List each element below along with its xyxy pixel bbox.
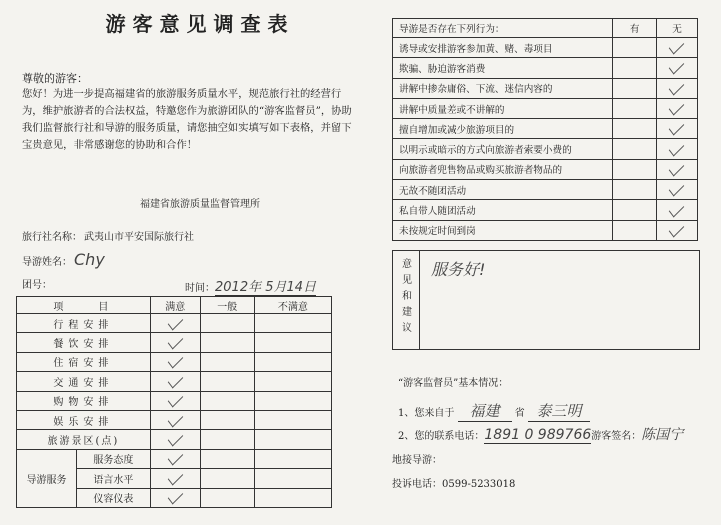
- rating-item-label: 娱乐安排: [17, 410, 151, 429]
- date-label: 时间：: [185, 283, 215, 294]
- table-row: [393, 139, 698, 159]
- satisfied-checkbox[interactable]: [150, 488, 200, 507]
- checkmark-icon: [168, 410, 183, 427]
- yes-checkbox[interactable]: [613, 159, 657, 179]
- behavior-label: 以明示或暗示的方式向旅游者索要小费的: [393, 139, 613, 159]
- date-line: [185, 276, 316, 296]
- table-row: [393, 220, 698, 240]
- behavior-header-yes: 有: [613, 19, 657, 38]
- checkmark-icon: [168, 430, 183, 447]
- no-checkbox[interactable]: [656, 78, 697, 98]
- opinion-divider: [419, 251, 420, 349]
- behavior-label: 欺骗、胁迫游客消费: [393, 58, 613, 78]
- satisfied-checkbox[interactable]: [150, 372, 200, 391]
- checkmark-icon: [168, 333, 183, 350]
- rating-item-label: 行程安排: [17, 314, 151, 333]
- behavior-table: [392, 18, 698, 241]
- no-checkbox[interactable]: [656, 38, 697, 58]
- behavior-label: 未按规定时间到岗: [393, 220, 613, 240]
- yes-checkbox[interactable]: [613, 78, 657, 98]
- satisfied-checkbox[interactable]: [150, 391, 200, 410]
- table-row: [393, 38, 698, 58]
- table-row: [17, 410, 332, 429]
- checkmark-icon: [168, 371, 183, 388]
- checkmark-icon: [669, 99, 684, 116]
- complaint-label: 投诉电话：: [392, 479, 442, 490]
- unsatisfied-checkbox[interactable]: [254, 352, 331, 371]
- origin-line: [398, 400, 590, 422]
- date-value[interactable]: 2012年 5月14日: [215, 276, 316, 296]
- rating-item-label: 购物安排: [17, 391, 151, 410]
- rating-sub-item-label: 仪容仪表: [77, 488, 151, 507]
- tour-number-label: 团号：: [22, 280, 52, 291]
- table-row: [17, 372, 332, 391]
- yes-checkbox[interactable]: [613, 180, 657, 200]
- rating-header-unsatisfied: 不满意: [254, 297, 331, 314]
- form-title: 游客意见调查表: [105, 12, 295, 36]
- yes-checkbox[interactable]: [613, 119, 657, 139]
- unsatisfied-checkbox[interactable]: [254, 488, 331, 507]
- table-row: [17, 352, 332, 371]
- rating-header-row: [17, 297, 332, 314]
- rating-sub-item-label: 语言水平: [77, 469, 151, 488]
- behavior-label: 诱导或安排游客参加黄、赌、毒项目: [393, 38, 613, 58]
- satisfied-checkbox[interactable]: [150, 449, 200, 468]
- no-checkbox[interactable]: [656, 98, 697, 118]
- rating-header-satisfied: 满意: [150, 297, 200, 314]
- checkmark-icon: [669, 38, 684, 55]
- rating-item-label: 住宿安排: [17, 352, 151, 371]
- province-suffix: 省: [514, 408, 525, 419]
- origin-label: 1、您来自于: [398, 408, 455, 419]
- unsatisfied-checkbox[interactable]: [254, 314, 331, 333]
- opinion-input[interactable]: 服务好!: [431, 260, 486, 279]
- checkmark-icon: [168, 488, 183, 505]
- table-row: [393, 180, 698, 200]
- behavior-label: 讲解中掺杂庸俗、下流、迷信内容的: [393, 78, 613, 98]
- city-field[interactable]: 泰三明: [528, 400, 590, 422]
- phone-line: [398, 424, 683, 444]
- table-row: [17, 430, 332, 449]
- behavior-label: 向旅游者兜售物品或购买旅游者物品的: [393, 159, 613, 179]
- signature-field[interactable]: 陈国宁: [641, 427, 684, 443]
- satisfied-checkbox[interactable]: [150, 314, 200, 333]
- rating-sub-item-label: 服务态度: [77, 449, 151, 468]
- table-row: [393, 98, 698, 118]
- table-row: [17, 333, 332, 352]
- rating-item-label: 旅游景区(点): [17, 430, 151, 449]
- no-checkbox[interactable]: [656, 220, 697, 240]
- table-row: [17, 449, 332, 468]
- yes-checkbox[interactable]: [613, 220, 657, 240]
- unsatisfied-checkbox[interactable]: [254, 410, 331, 429]
- province-field[interactable]: 福建: [458, 400, 512, 422]
- right-panel: [370, 0, 721, 525]
- average-checkbox[interactable]: [200, 372, 254, 391]
- yes-checkbox[interactable]: [613, 139, 657, 159]
- behavior-label: 无故不随团活动: [393, 180, 613, 200]
- average-checkbox[interactable]: [200, 391, 254, 410]
- satisfied-checkbox[interactable]: [150, 410, 200, 429]
- opinion-label: 意见和建议: [402, 259, 412, 334]
- guide-name-line: [22, 250, 105, 269]
- average-checkbox[interactable]: [200, 314, 254, 333]
- yes-checkbox[interactable]: [613, 98, 657, 118]
- salutation: 尊敬的游客：: [22, 72, 88, 85]
- satisfied-checkbox[interactable]: [150, 469, 200, 488]
- checkmark-icon: [168, 391, 183, 408]
- checkmark-icon: [168, 468, 183, 485]
- no-checkbox[interactable]: [656, 58, 697, 78]
- behavior-header-row: [393, 19, 698, 38]
- checkmark-icon: [669, 119, 684, 136]
- agency-value[interactable]: 武夷山市平安国际旅行社: [84, 232, 194, 243]
- satisfied-checkbox[interactable]: [150, 430, 200, 449]
- checkmark-icon: [168, 352, 183, 369]
- unsatisfied-checkbox[interactable]: [254, 372, 331, 391]
- receiving-guide-line: [392, 451, 442, 466]
- yes-checkbox[interactable]: [613, 200, 657, 220]
- unsatisfied-checkbox[interactable]: [254, 430, 331, 449]
- checkmark-icon: [168, 449, 183, 466]
- phone-label: 2、您的联系电话：: [398, 431, 485, 442]
- behavior-header-no: 无: [656, 19, 697, 38]
- no-checkbox[interactable]: [656, 139, 697, 159]
- agency-label: 旅行社名称：: [22, 232, 82, 243]
- behavior-label: 私自带人随团活动: [393, 200, 613, 220]
- checkmark-icon: [669, 159, 684, 176]
- checkmark-icon: [669, 139, 684, 156]
- issuing-organization: 福建省旅游质量监督管理所: [140, 199, 260, 210]
- average-checkbox[interactable]: [200, 488, 254, 507]
- receiving-guide-label: 地接导游：: [392, 455, 442, 466]
- table-row: [393, 119, 698, 139]
- checkmark-icon: [669, 220, 684, 237]
- average-checkbox[interactable]: [200, 469, 254, 488]
- opinion-box: [392, 250, 700, 350]
- rating-item-label: 餐饮安排: [17, 333, 151, 352]
- supervisor-title: “游客监督员”基本情况：: [398, 378, 509, 389]
- unsatisfied-checkbox[interactable]: [254, 449, 331, 468]
- unsatisfied-checkbox[interactable]: [254, 469, 331, 488]
- satisfied-checkbox[interactable]: [150, 352, 200, 371]
- average-checkbox[interactable]: [200, 449, 254, 468]
- guide-service-group-label: 导游服务: [17, 449, 77, 507]
- agency-line: [22, 228, 194, 243]
- behavior-header-label: 导游是否存在下列行为：: [393, 19, 613, 38]
- rating-header-item: 项 目: [17, 297, 151, 314]
- average-checkbox[interactable]: [200, 352, 254, 371]
- no-checkbox[interactable]: [656, 119, 697, 139]
- average-checkbox[interactable]: [200, 430, 254, 449]
- satisfied-checkbox[interactable]: [150, 333, 200, 352]
- average-checkbox[interactable]: [200, 410, 254, 429]
- no-checkbox[interactable]: [656, 159, 697, 179]
- no-checkbox[interactable]: [656, 200, 697, 220]
- behavior-label: 讲解中质量差或不讲解的: [393, 98, 613, 118]
- no-checkbox[interactable]: [656, 180, 697, 200]
- guide-name-value[interactable]: Chy: [74, 250, 105, 269]
- checkmark-icon: [168, 313, 183, 330]
- guide-name-label: 导游姓名：: [22, 257, 72, 268]
- signature-label: 游客签名：: [591, 431, 642, 442]
- phone-field[interactable]: 1891 0 989766: [484, 427, 592, 443]
- unsatisfied-checkbox[interactable]: [254, 391, 331, 410]
- checkmark-icon: [669, 78, 684, 95]
- table-row: [393, 200, 698, 220]
- complaint-phone: 0599-5233018: [442, 479, 516, 490]
- table-row: [17, 314, 332, 333]
- intro-paragraph: 您好！为进一步提高福建省的旅游服务质量水平，规范旅行社的经营行为，维护旅游者的合法权益，特邀您作为旅游团队的“游客监督员”，协助我们监督旅行社和导游的服务质量，请您抽空如实填写如下表格，并留下宝贵意见，非常感谢您的协助和合作！: [22, 88, 352, 151]
- rating-header-average: 一般: [200, 297, 254, 314]
- yes-checkbox[interactable]: [613, 38, 657, 58]
- table-row: [393, 159, 698, 179]
- average-checkbox[interactable]: [200, 333, 254, 352]
- table-row: [393, 78, 698, 98]
- checkmark-icon: [669, 58, 684, 75]
- checkmark-icon: [669, 180, 684, 197]
- rating-table: [16, 296, 332, 508]
- complaint-line: [392, 475, 515, 490]
- checkmark-icon: [669, 200, 684, 217]
- unsatisfied-checkbox[interactable]: [254, 333, 331, 352]
- behavior-label: 擅自增加或减少旅游项目的: [393, 119, 613, 139]
- table-row: [393, 58, 698, 78]
- table-row: [17, 391, 332, 410]
- yes-checkbox[interactable]: [613, 58, 657, 78]
- tour-number-line: [22, 276, 52, 291]
- rating-item-label: 交通安排: [17, 372, 151, 391]
